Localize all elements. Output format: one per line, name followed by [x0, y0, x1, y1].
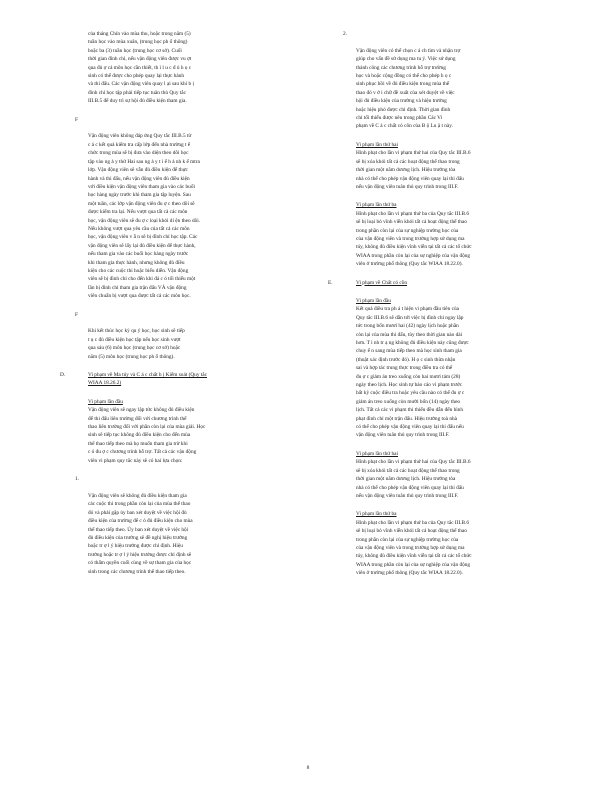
list-item-f [60, 116, 310, 301]
first-violation-text: Vận động viên sẽ ngay lập tức không đủ điều kiện để thi đấu liên trường đối với chương trình thể thao liên trường đối với phần còn lại của mùa giải. Học sinh sẽ tiếp tục không đủ điều kiện cho đến mùa thể thao tiếp theo mà họ muốn tham gia trừ khi c ó đu ợ c chương trình hỗ trợ. Tất cả các vận động viên vi phạm quy tắc này sẽ có hai lựa chọn: [88, 407, 206, 464]
right-column [328, 30, 566, 578]
continued-paragraph: của tháng Chín vào mùa thu, hoặc trong năm (5) tuần học vào mùa xuân, (trung học ph ố thông) hoặc ba (3) tuần học (trung học cơ sở). Cuối thời gian đình chỉ, nếu vận động viên được vu ợt qua đủ ợ cả môn học cần thiết, th ì l u c đ ủ h ọ c sinh có thể được cho phép quay lại thực hành và thi đấu. Các vận động viên quay l ại sau khi b ị đình chỉ học tập phải tiếp tục tuân thủ Quy tắc III.B.5 để duy trì sự hội đủ điều kiện tham gia. [88, 31, 194, 105]
list-item-text: Vận động viên không đáp ứng Quy tắc III.B.5 từ c ả c kết quả kiểm tra cấp lớp đến nhà trường t ể chức trong mùa sẽ bị đưa vào diện theo dõi học tập vào ng ả y thứ Hai sau ng ả y t i ế h ả nh k ế mtra lớp. Vận động viên sẽ vẫn đủ điều kiện để thực hành và thi đấu, nếu vận động viên đủ điều kiện với điều kiện vận động viên tham gia vào các buổi học hàng ngày trước khi tham gia tập luyện. Sau một tuần, các lớp vận động viên đu ợ c theo dõi sẽ được kiểm tra lại. Nếu vượt qua tất cả các môn học, vận động viên sẽ đu ợ c loại khỏi di ện theo dõi. Nếu không vượt qua yêu cầu của tất cả các môn học, vận động viên v ẫ n sẽ bị đình chỉ học tập. Các vận động viên sẽ lấy lại đủ điều kiện để thực hành, nếu tham gia vào các buổi học hàng ngày trước khi tham gia thực hành, nhưng không đủ điều kiện cho các cuộc thi hoặc biểu diễn. Vận động viên sẽ bị đình chỉ cho đến khi đá c ó tối thiểu một lần bị đình chỉ tham gia trận đấu VÀ vận động viên chuẩn bị vượt qua được tất cả các môn học. [88, 133, 201, 300]
section-marker: D. [60, 372, 66, 379]
section-d-heading [60, 371, 310, 388]
third-violation-heading-alcohol: Vi phạm lần thứ ba [356, 511, 397, 518]
second-violation-heading-alcohol: Vi phạm lần thứ hai [356, 450, 398, 457]
third-violation-text-drugs: Hình phạt cho lần vi phạm thứ ba của Quy tắc III.B.6 sẽ bị loại bỏ vĩnh viễn khỏi tất cả hoạt động thể thao trong phần còn lại của sự nghiệp trường học của của vận động viên và trong trường hợp sử dụng ma túy, không đủ điều kiện vĩnh viễn tại tất cả các tổ chức WIAA trong phần còn lại của sự nghiệp của vận động viên ở trường phổ thông (Quy tắc WIAA 18.22.0). [356, 210, 472, 268]
list-item-text: Khi kết thúc học kỳ qu ý học, học sinh sẽ tiếp t ụ c đủ điều kiện học tập nếu học sinh vượt qua sáu (6) môn học (trung học cơ sở) hoặc năm (5) môn học (trung học ph ổ thông). [88, 328, 185, 360]
list-marker: 2. [343, 31, 347, 37]
second-violation-heading-drugs: Vi phạm lần thứ hai [356, 141, 398, 148]
second-violation-text-alcohol: Hình phạt cho lần vi phạm thứ hai của Quy tắc III.B.6 sẽ bị xóa khỏi tất cả các hoạt động thể thao trong thời gian một năm dương lịch. Hiệu trưởng tòa nhà có thể cho phép vận động viên quay lại thi đấu nếu vận động viên tuân thủ quy trình trong III.F. [356, 459, 471, 499]
list-item-2 [328, 30, 566, 131]
third-violation-heading-drugs: Vi phạm lần thứ ba [356, 202, 397, 209]
list-item-text: Vận động viên sẽ không đủ điều kiện tham gia các cuộc thi trong phần còn lại của mùa thể thao đó và phải gặp ủy ban xét duyệt về việc hội đủ điều kiện của trường để c ó đủ điều kiện cho mùa thể thao tiếp theo. Ủy ban xét duyệt về việc hội đủ điều kiện của trường sẽ đề nghị hiệu trưởng hoặc tr ợ l ý hiệu trưởng được chỉ định. Hiệu trưởng hoặc tr ợ l ý hiệu trưởng được chỉ định sẽ có thẩm quyền cuối cùng về sự tham gia của học sinh trong các chương trình thể thao tiếp theo. [88, 492, 193, 575]
list-marker: F [75, 311, 78, 318]
section-title: Vi phạm về Chất có cồn [356, 279, 408, 286]
first-violation-heading-alcohol: Vi phạm lần đầu [356, 297, 391, 304]
first-violation-heading: Vi phạm lần đầu [88, 398, 123, 405]
list-marker: 1. [75, 476, 79, 483]
section-marker: E. [328, 279, 333, 286]
second-violation-text-drugs: Hình phạt cho lần vi phạm thứ hai của Quy tắc III.B.6 sẽ bị xóa khỏi tất cả các hoạt động thể thao trong thời gian một năm dương lịch. Hiệu trưởng tòa nhà có thể cho phép vận động viên quay lại thi đấu nếu vận động viên tuân thủ quy trình trong III.F. [356, 150, 471, 190]
list-item-text: Vận động viên có thể chọn c á ch tìm và nhận trợ giúp cho vấn đề sử dụng ma tu ý. Việc sử dụng thành công các chương trình hỗ trợ trường học và hoặc cộng đồng có thể cho phép h ọ c sinh phục hồi về đủ điều kiện trong mùa thể thao đó v ớ i chữ đề xuất của xét duyệt về việc hội đủ điều kiện của trường và hiệu trưởng hoặc hiệu phó được chỉ định. Thời gian đình chỉ tối thiểu được nêu trong phần Các Vi phạm về C á c chất có côn của B ộ Lu ậ t này. [356, 47, 461, 130]
page-number: 8 [306, 765, 310, 771]
list-marker: F [75, 116, 78, 123]
section-title: Vi phạm về Ma túy và C á c chất b ị Kiểm soát (Quy tắc WIAA 18.26.2) [88, 372, 207, 387]
list-item-1 [60, 475, 310, 576]
list-item-g [60, 311, 310, 361]
third-violation-text-alcohol: Hình phạt cho lần vi phạm thứ ba của Quy tắc III.B.6 sẽ bị loại bỏ vĩnh viễn khỏi tất cả hoạt động thể thao trong phần còn lại của sự nghiệp trường học của của vận động viên và trong trường hợp sử dụng ma túy, không đủ điều kiện vĩnh viễn tại tất cả các tổ chức WIAA trong phần còn lại của sự nghiệp của vận động viên ở trường phổ thông (Quy tắc WIAA 18.22.0). [356, 519, 472, 577]
first-violation-text-alcohol: Kết quả điều tra ph á t hiện vi phạm đầu tiên của Quy tắc III.B.6 sẽ dẫn tới việc bị đình chỉ ngay lập tức trong bốn mươi hai (42) ngày lịch hoặc phần còn lại của mùa thi đấu, tùy theo thời gian nào dài hơn. T ì nh tr ạ ng không đủ điều kiện này cũng được chuy ể n sang mùa tiếp theo mà học sinh tham gia (thuật xác định trước đó). H ọ c sinh thừa nhận sai và hợp tác trung thực trong điều tra có thể đu ợ c giảm án treo xuống còn hai mươi tám (28) ngày theo lịch. Học sinh tự báo cáo vi phạm trước bất kỳ cuộc điều tra hoặc yêu cầu nào có thể đu ợ c giảm án treo xuống còn mười bốn (14) ngày theo lịch. Tất cả các vi phạm thi thiểu đều dẫn đến hình phạt đình chỉ một trận đấu. Hiệu trưởng toà nhà có thể cho phép vận động viên quay lại thi đấu nếu vận động viên tuân thủ quy trình trong III.F. [356, 306, 469, 439]
section-e-heading [328, 279, 566, 287]
left-column [60, 30, 310, 576]
